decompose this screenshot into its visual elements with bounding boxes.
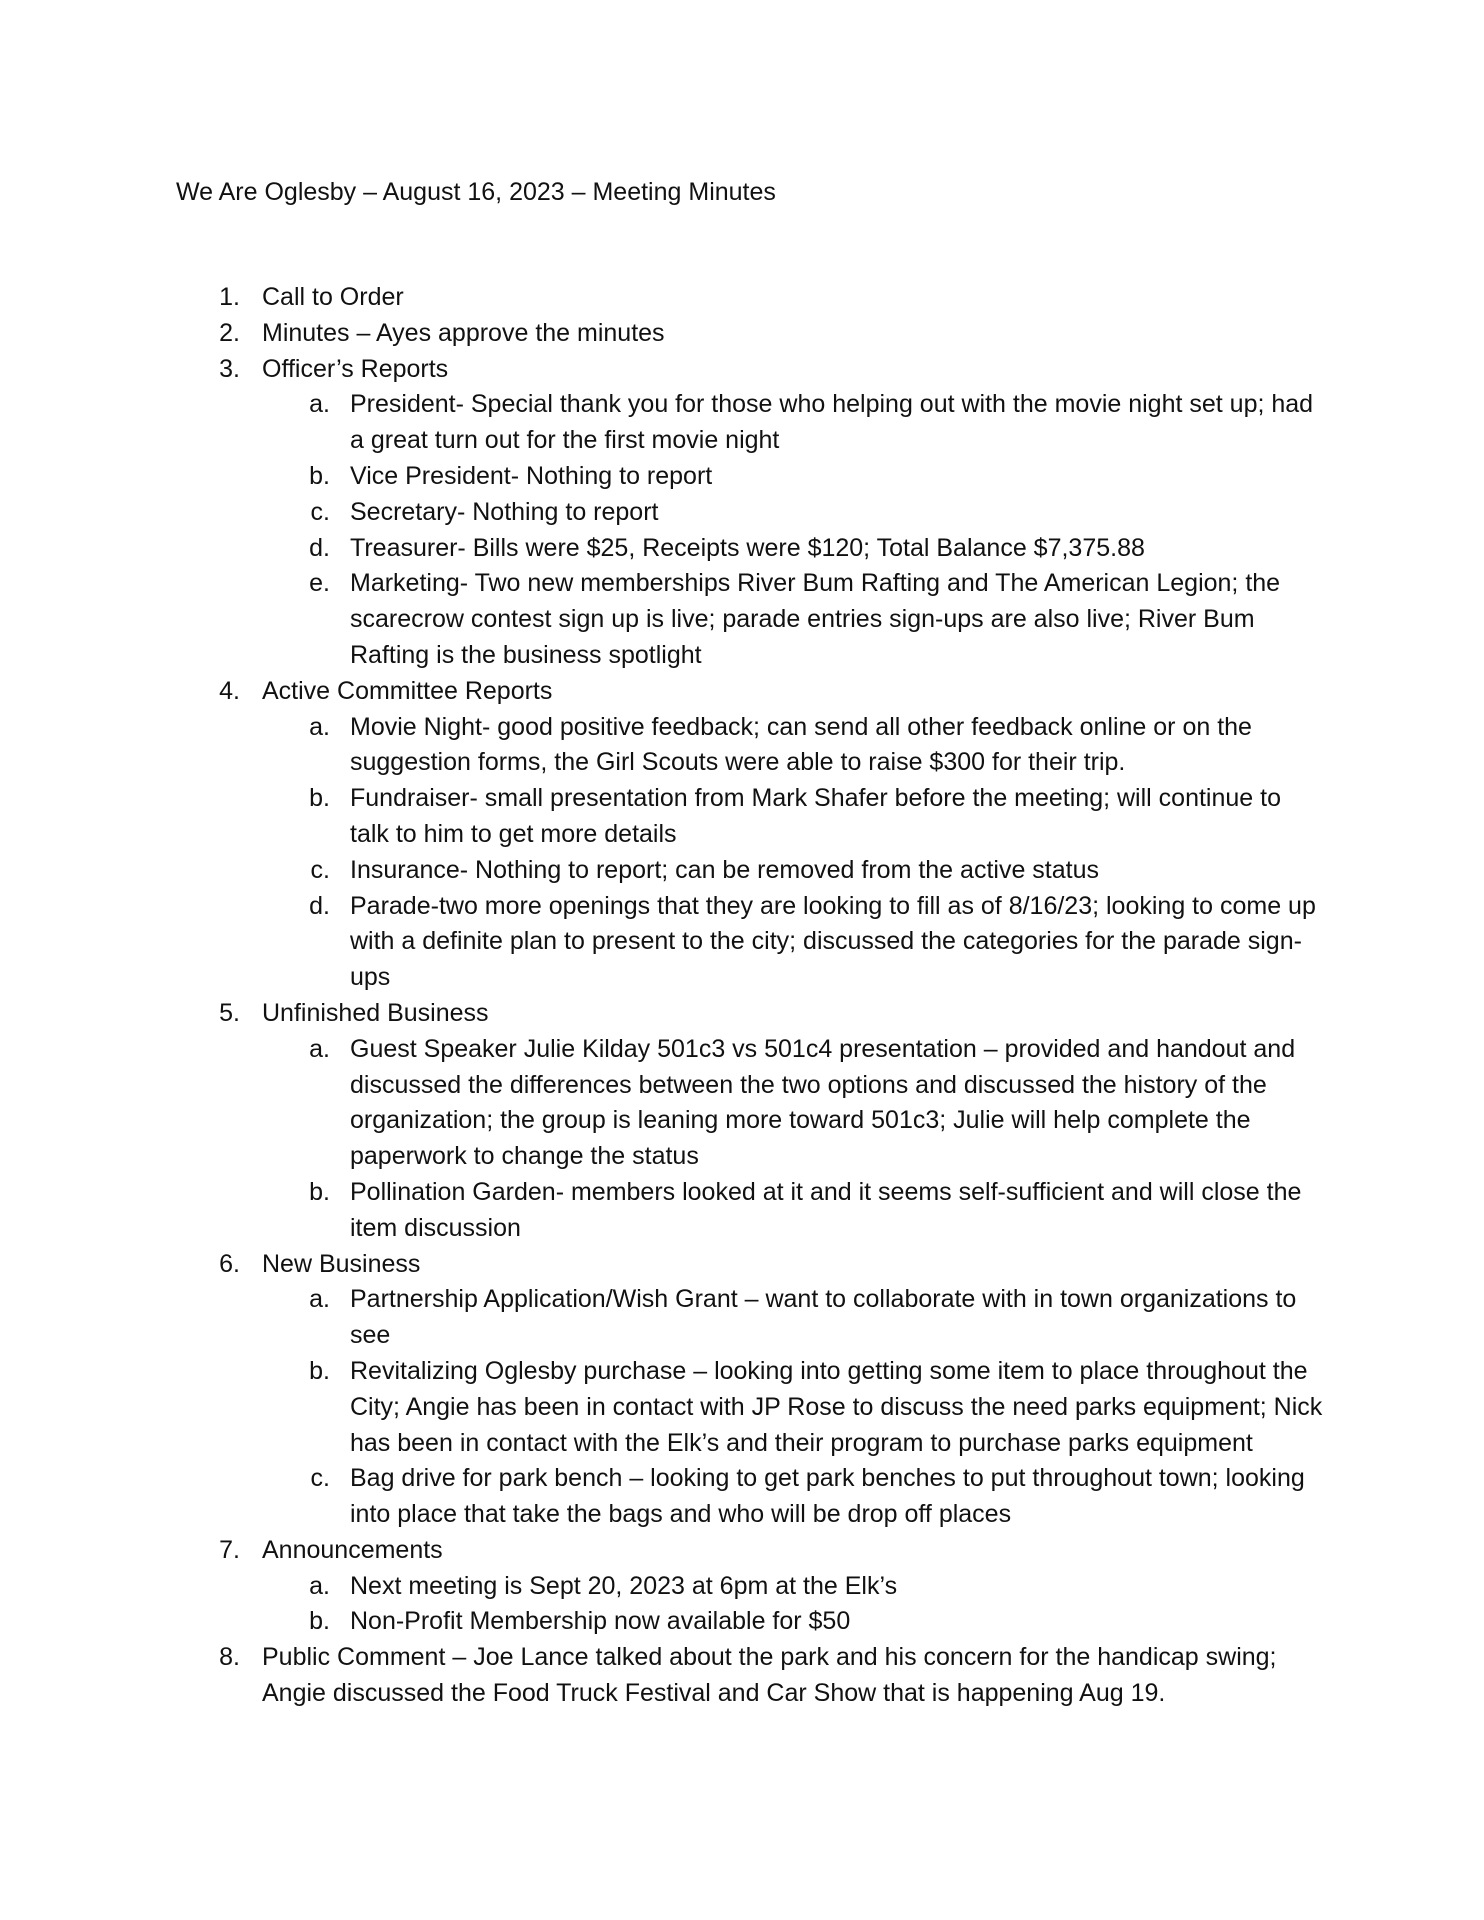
agenda-item-text: Call to Order xyxy=(262,283,404,311)
agenda-subitem-text: Marketing- Two new memberships River Bum Rafting and The American Legion; the scarecrow contest sign up is live; parade entries sign-ups are also live; River Bum Rafting is the business spotlight xyxy=(350,569,1281,669)
agenda-item-text: Announcements xyxy=(262,1535,443,1564)
document-title: We Are Oglesby – August 16, 2023 – Meeting Minutes xyxy=(176,178,776,206)
agenda-subitem-letter: b. xyxy=(309,1356,330,1385)
agenda-subitem-text: Guest Speaker Julie Kilday 501c3 vs 501c4 presentation – provided and handout and discussed the differences between the two options and discussed the history of the organization; the group is leaning more toward 501c3; Julie will help complete the paperwork to change the status xyxy=(350,1034,1296,1171)
agenda-item-text: Officer’s Reports xyxy=(262,354,449,383)
agenda-subitem-text: Bag drive for park bench – looking to get park benches to put throughout town; looking into place that take the bags and who will be drop off places xyxy=(350,1464,1305,1529)
agenda-subitem-text: Parade-two more openings that they are looking to fill as of 8/16/23; looking to come up with a definite plan to present to the city; discussed the categories for the parade sign-ups xyxy=(350,891,1316,992)
agenda-subitem xyxy=(176,566,1326,673)
agenda-item-text: New Business xyxy=(262,1249,421,1278)
agenda-item xyxy=(176,316,1326,352)
agenda-item-number: 3. xyxy=(219,354,240,383)
agenda-item-text: Active Committee Reports xyxy=(262,676,553,705)
agenda-subitem xyxy=(176,1175,1326,1247)
agenda-subitem-text: Pollination Garden- members looked at it and it seems self-sufficient and will close the item discussion xyxy=(350,1177,1302,1242)
agenda-subitem xyxy=(176,710,1326,782)
agenda-item-number: 5. xyxy=(219,998,240,1027)
agenda-item xyxy=(176,1533,1326,1569)
agenda-subitem xyxy=(176,1461,1326,1533)
agenda-subitem xyxy=(176,1569,1326,1605)
agenda-subitem-text: President- Special thank you for those who helping out with the movie night set up; had a great turn out for the first movie night xyxy=(350,390,1314,455)
agenda-item-number: 4. xyxy=(219,676,240,705)
agenda-subitem-letter: b. xyxy=(309,1607,330,1636)
agenda-subitem-letter: b. xyxy=(309,784,330,813)
agenda-subitem xyxy=(176,531,1326,567)
agenda-subitem-letter: c. xyxy=(310,497,330,526)
agenda-subitem xyxy=(176,781,1326,853)
agenda-subitem-letter: d. xyxy=(309,891,330,920)
agenda-subitem-letter: e. xyxy=(309,569,330,598)
agenda-subitem-letter: a. xyxy=(309,390,330,419)
agenda-item-text: Minutes – Ayes approve the minutes xyxy=(262,318,665,347)
agenda-subitem xyxy=(176,1032,1326,1175)
agenda-subitem-text: Movie Night- good positive feedback; can send all other feedback online or on the suggestion forms, the Girl Scouts were able to raise $300 for their trip. xyxy=(350,712,1252,777)
agenda-subitem-text: Secretary- Nothing to report xyxy=(350,497,659,526)
agenda-subitem-letter: d. xyxy=(309,533,330,562)
agenda-subitem-text: Non-Profit Membership now available for $50 xyxy=(350,1607,851,1636)
agenda-subitem-letter: a. xyxy=(309,1285,330,1314)
agenda-item-number: 1. xyxy=(219,283,240,311)
agenda-item-number: 7. xyxy=(219,1535,240,1564)
agenda-subitem-letter: a. xyxy=(309,1571,330,1600)
agenda-subitem-letter: b. xyxy=(309,1177,330,1206)
agenda-subitem-letter: c. xyxy=(310,1464,330,1493)
agenda-subitem-letter: b. xyxy=(309,461,330,490)
agenda-item-number: 6. xyxy=(219,1249,240,1278)
agenda-subitem xyxy=(176,1604,1326,1640)
agenda-subitem xyxy=(176,853,1326,889)
agenda-subitem xyxy=(176,889,1326,996)
agenda-item-number: 2. xyxy=(219,318,240,347)
agenda-item xyxy=(176,1247,1326,1283)
agenda-subitem-text: Revitalizing Oglesby purchase – looking into getting some item to place throughout the City; Angie has been in contact with JP Rose to discuss the need parks equipment; Nick has been in contact with the Elk’s and their program to purchase parks equipment xyxy=(350,1356,1323,1457)
agenda-subitem xyxy=(176,1282,1326,1354)
agenda-item xyxy=(176,996,1326,1032)
agenda-item xyxy=(176,674,1326,710)
agenda-item xyxy=(176,280,1326,316)
agenda-item xyxy=(176,352,1326,388)
agenda-subitem xyxy=(176,387,1326,459)
agenda-subitem xyxy=(176,459,1326,495)
agenda-subitem-letter: a. xyxy=(309,712,330,741)
agenda-subitem-letter: a. xyxy=(309,1034,330,1063)
agenda-subitem xyxy=(176,495,1326,531)
agenda-subitem-text: Next meeting is Sept 20, 2023 at 6pm at the Elk’s xyxy=(350,1571,898,1600)
agenda-subitem-letter: c. xyxy=(310,855,330,884)
agenda-subitem xyxy=(176,1354,1326,1461)
agenda-subitem-text: Treasurer- Bills were $25, Receipts were $120; Total Balance $7,375.88 xyxy=(350,533,1145,562)
minutes-list xyxy=(176,280,1326,1712)
agenda-item-text: Public Comment – Joe Lance talked about the park and his concern for the handicap swing; Angie discussed the Food Truck Festival and Car Show that is happening Aug 19. xyxy=(262,1643,1277,1708)
agenda-item-number: 8. xyxy=(219,1643,240,1672)
agenda-subitem-text: Insurance- Nothing to report; can be removed from the active status xyxy=(350,855,1099,884)
agenda-subitem-text: Fundraiser- small presentation from Mark Shafer before the meeting; will continue to talk to him to get more details xyxy=(350,784,1281,848)
agenda-subitem-text: Vice President- Nothing to report xyxy=(350,461,713,490)
agenda-subitem-text: Partnership Application/Wish Grant – want to collaborate with in town organizations to see xyxy=(350,1285,1297,1350)
agenda-item-text: Unfinished Business xyxy=(262,998,489,1027)
agenda-item xyxy=(176,1640,1326,1712)
